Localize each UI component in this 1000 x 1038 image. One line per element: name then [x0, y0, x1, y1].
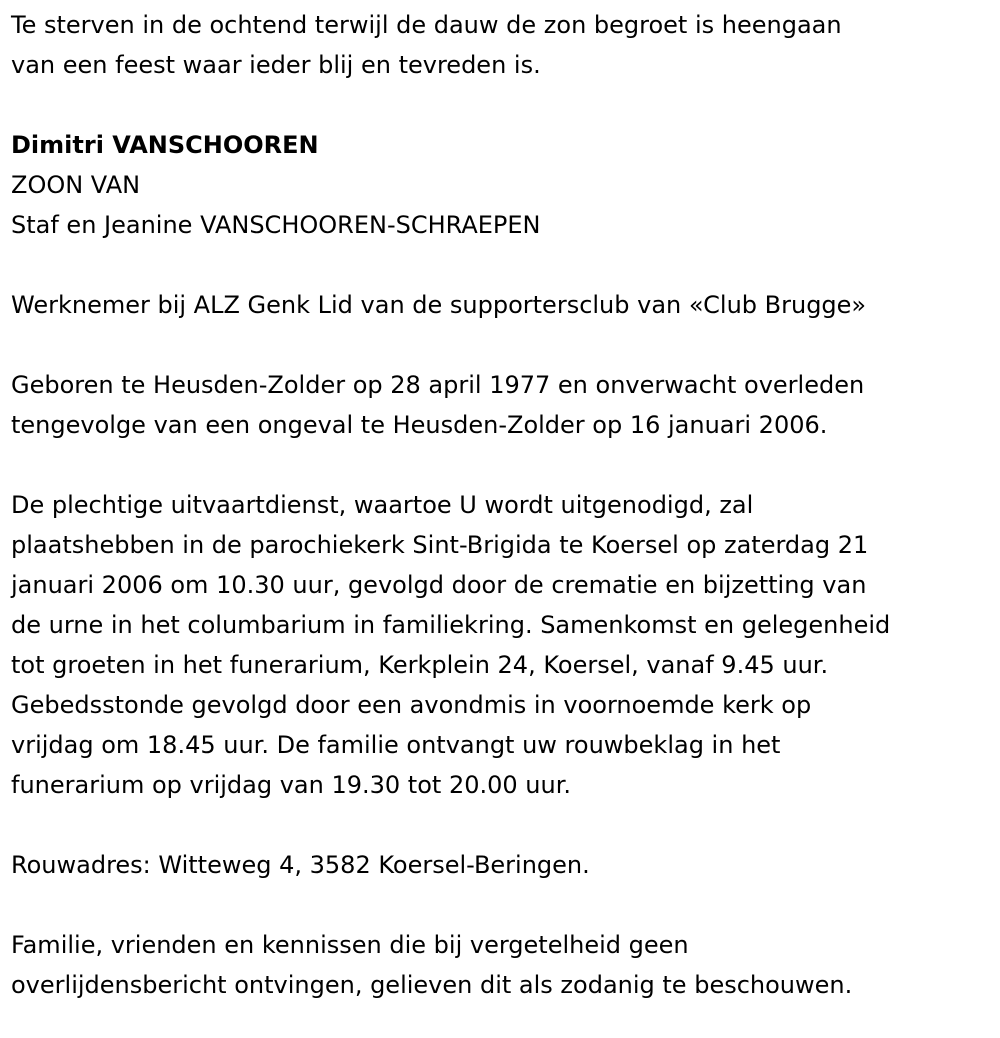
address-paragraph [11, 845, 996, 885]
poem-line: van een feest waar ieder blij en tevreden is. [11, 51, 541, 79]
birth-death-line: Geboren te Heusden-Zolder op 28 april 1977 en onverwacht overleden [11, 371, 865, 399]
deceased-name: Dimitri VANSCHOOREN [11, 131, 319, 159]
ceremony-line: Gebedsstonde gevolgd door een avondmis in voornoemde kerk op [11, 691, 812, 719]
ceremony-line: januari 2006 om 10.30 uur, gevolgd door de crematie en bijzetting van [11, 571, 867, 599]
parents-text: Staf en Jeanine VANSCHOOREN-SCHRAEPEN [11, 211, 541, 239]
ceremony-line: plaatshebben in de parochiekerk Sint-Brigida te Koersel op zaterdag 21 [11, 531, 869, 559]
deceased-block [11, 125, 996, 245]
ceremony-line: De plechtige uitvaartdienst, waartoe U wordt uitgenodigd, zal [11, 491, 754, 519]
ceremony-line: de urne in het columbarium in familiekring. Samenkomst en gelegenheid [11, 611, 891, 639]
occupation-paragraph [11, 285, 996, 325]
birth-death-line: tengevolge van een ongeval te Heusden-Zolder op 16 januari 2006. [11, 411, 828, 439]
ceremony-paragraph [11, 485, 996, 805]
relation-text: ZOON VAN [11, 171, 141, 199]
occupation-text: Werknemer bij ALZ Genk Lid van de supportersclub van «Club Brugge» [11, 291, 867, 319]
closing-line: Familie, vrienden en kennissen die bij vergetelheid geen [11, 931, 689, 959]
ceremony-line: tot groeten in het funerarium, Kerkplein 24, Koersel, vanaf 9.45 uur. [11, 651, 829, 679]
address-text: Rouwadres: Witteweg 4, 3582 Koersel-Beringen. [11, 851, 590, 879]
birth-death-paragraph [11, 365, 996, 445]
poem-line: Te sterven in de ochtend terwijl de dauw de zon begroet is heengaan [11, 11, 842, 39]
ceremony-line: funerarium op vrijdag van 19.30 tot 20.00 uur. [11, 771, 571, 799]
poem-paragraph [11, 5, 996, 85]
obituary-document [11, 5, 996, 1005]
ceremony-line: vrijdag om 18.45 uur. De familie ontvangt uw rouwbeklag in het [11, 731, 781, 759]
closing-line: overlijdensbericht ontvingen, gelieven dit als zodanig te beschouwen. [11, 971, 853, 999]
closing-paragraph [11, 925, 996, 1005]
